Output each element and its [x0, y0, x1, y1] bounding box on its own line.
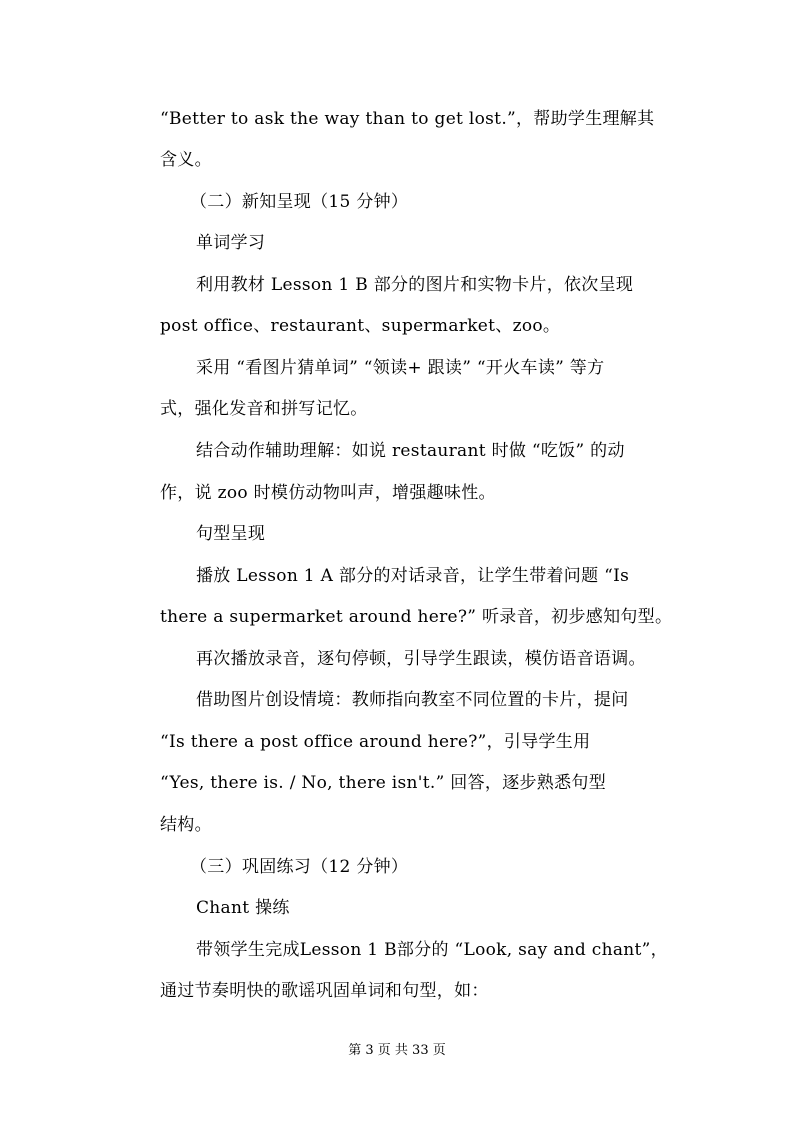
- text-line: 式，强化发音和拼写记忆。: [160, 399, 368, 419]
- text-line: “Is there a post office around here?”，引导学生用: [160, 732, 591, 752]
- section-heading: （三）巩固练习（12 分钟）: [190, 857, 409, 877]
- page-number-footer: 第 3 页 共 33 页: [348, 1043, 446, 1058]
- text-line: 带领学生完成Lesson 1 B部分的 “Look, say and chant”，: [196, 940, 668, 960]
- text-line: 通过节奏明快的歌谣巩固单词和句型，如：: [160, 981, 489, 1001]
- text-line: 再次播放录音，逐句停顿，引导学生跟读，模仿语音语调。: [196, 649, 646, 669]
- subsection-heading: 单词学习: [196, 233, 266, 253]
- section-heading: （二）新知呈现（15 分钟）: [190, 192, 409, 212]
- text-line: 作，说 zoo 时模仿动物叫声，增强趣味性。: [160, 483, 496, 503]
- text-line: post office、restaurant、supermarket、zoo。: [160, 316, 561, 336]
- text-line: 播放 Lesson 1 A 部分的对话录音，让学生带着问题 “Is: [196, 566, 630, 586]
- text-line: there a supermarket around here?” 听录音，初步感知句型。: [160, 607, 673, 627]
- text-line: “Better to ask the way than to get lost.”，帮助学生理解其: [160, 109, 655, 129]
- text-line: 结构。: [160, 815, 212, 835]
- text-line: 利用教材 Lesson 1 B 部分的图片和实物卡片，依次呈现: [196, 275, 634, 295]
- text-line: 结合动作辅助理解：如说 restaurant 时做 “吃饭” 的动: [196, 441, 625, 461]
- text-line: 借助图片创设情境：教师指向教室不同位置的卡片，提问: [196, 690, 629, 710]
- subsection-heading: Chant 操练: [196, 898, 290, 918]
- text-line: “Yes, there is. / No, there isn't.” 回答，逐步熟悉句型: [160, 773, 606, 793]
- text-line: 采用 “看图片猜单词” “领读+ 跟读” “开火车读” 等方: [196, 358, 605, 378]
- text-line: 含义。: [160, 150, 212, 170]
- subsection-heading: 句型呈现: [196, 524, 266, 544]
